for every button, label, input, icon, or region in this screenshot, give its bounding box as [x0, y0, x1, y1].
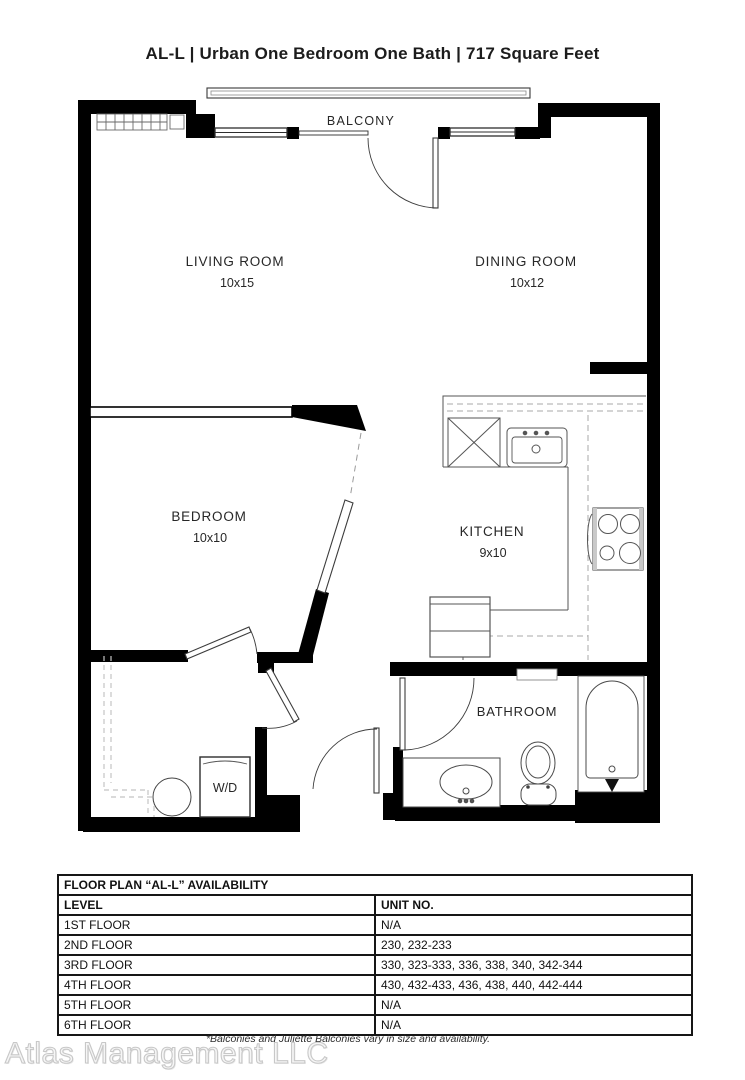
cell-level: 1ST FLOOR [58, 915, 375, 935]
label-kitchen: KITCHEN [459, 524, 525, 539]
entry-door-swing [313, 729, 377, 789]
pocket-door-track [350, 433, 361, 498]
half-wall [90, 407, 292, 417]
label-bedroom-dims: 10x10 [192, 531, 228, 545]
table-row [58, 995, 692, 1015]
table-row [58, 955, 692, 975]
cell-level: 4TH FLOOR [58, 975, 375, 995]
col-header-unit-no: UNIT NO. [375, 895, 692, 915]
bathroom-door-leaf [400, 678, 405, 750]
cell-level: 5TH FLOOR [58, 995, 375, 1015]
baseboard-heater [97, 114, 184, 130]
cell-units: 430, 432-433, 436, 438, 440, 442-444 [375, 975, 692, 995]
company-watermark: Atlas Management LLC [5, 1037, 329, 1070]
cell-units: N/A [375, 995, 692, 1015]
label-balcony: BALCONY [326, 114, 396, 128]
water-heater [153, 778, 191, 816]
table-row [58, 1015, 692, 1035]
windows [215, 128, 515, 137]
closet-shelving [104, 656, 154, 817]
availability-table [57, 874, 693, 1036]
cell-level: 2ND FLOOR [58, 935, 375, 955]
bathroom-door-swing [405, 678, 474, 750]
table-row [58, 935, 692, 955]
balcony-door-leaf [433, 138, 438, 208]
label-bathroom: BATHROOM [476, 704, 558, 719]
col-header-level: LEVEL [58, 895, 375, 915]
pocket-door-panel [317, 500, 353, 593]
bathroom-fixtures [403, 669, 644, 807]
bathroom-niche [517, 669, 557, 680]
label-living-room-dims: 10x15 [219, 276, 255, 290]
label-dining-room: DINING ROOM [475, 254, 577, 269]
cell-level: 3RD FLOOR [58, 955, 375, 975]
table-header-row [58, 895, 692, 915]
label-washer-dryer: W/D [212, 781, 238, 795]
stove [588, 508, 644, 570]
closet-door-leaf [266, 668, 299, 722]
table-title-row [58, 875, 692, 895]
bedroom-door-leaf [185, 627, 251, 659]
cell-units: 330, 323-333, 336, 338, 340, 342-344 [375, 955, 692, 975]
table-title: FLOOR PLAN “AL-L” AVAILABILITY [58, 875, 692, 895]
table-row [58, 975, 692, 995]
page-title: AL-L | Urban One Bedroom One Bath | 717 Square Feet [145, 44, 600, 63]
label-bedroom: BEDROOM [171, 509, 247, 524]
toilet [521, 742, 556, 805]
doors [185, 138, 474, 793]
closet-door-swing [262, 721, 297, 728]
entry-door-leaf [374, 728, 379, 793]
vanity-sink [403, 758, 500, 807]
refrigerator [430, 597, 490, 657]
balcony-door-swing [368, 138, 438, 208]
balcony-rail [207, 88, 530, 98]
bedroom-door-swing [250, 629, 257, 654]
label-living-room: LIVING ROOM [185, 254, 285, 269]
label-dining-room-dims: 10x12 [509, 276, 545, 290]
cell-units: 230, 232-233 [375, 935, 692, 955]
cell-units: N/A [375, 1015, 692, 1035]
cell-level: 6TH FLOOR [58, 1015, 375, 1035]
label-kitchen-dims: 9x10 [479, 546, 507, 560]
table-row [58, 915, 692, 935]
balcony-disclaimer: *Balconies and Juliette Balconies vary in size and availability. [205, 1033, 491, 1045]
bathtub [578, 676, 644, 792]
kitchen-sink [507, 428, 567, 467]
cell-units: N/A [375, 915, 692, 935]
walls [78, 100, 660, 832]
